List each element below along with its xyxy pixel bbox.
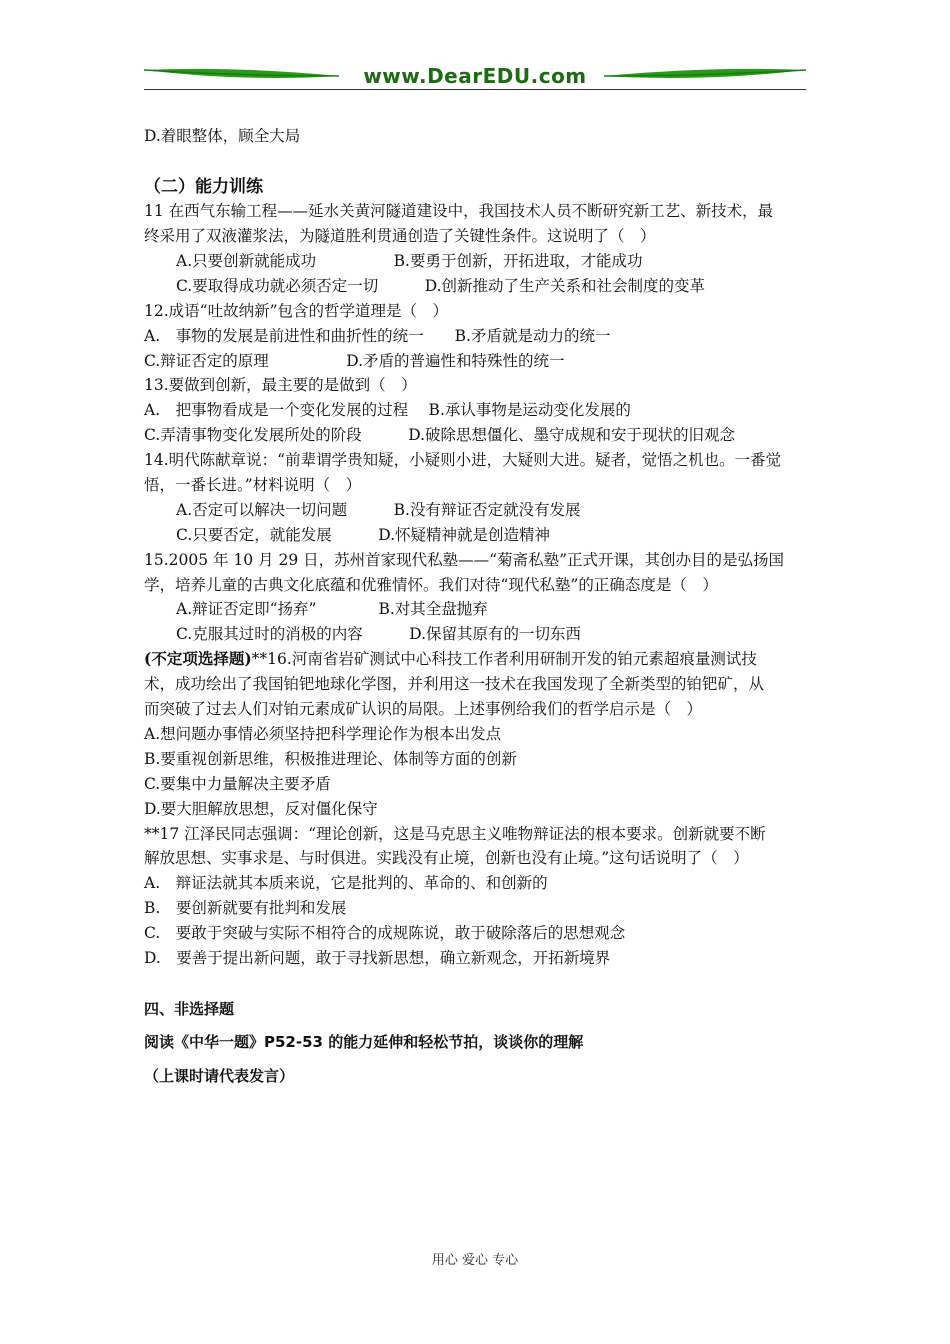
question-text: 解放思想、实事求是、与时俱进。实践没有止境，创新也没有止境。”这句话说明了（ ）: [144, 849, 749, 867]
header-rule: [144, 89, 806, 90]
site-header-banner: [144, 62, 806, 90]
question-text: 学，培养儿童的古典文化底蕴和优雅情怀。我们对待“现代私塾”的正确态度是（ ）: [144, 576, 718, 594]
option-line: C.要取得成功就必须否定一切 D.创新推动了生产关系和社会制度的变革: [176, 277, 706, 295]
question-text: 终采用了双液灌浆法，为隧道胜利贯通创造了关键性条件。这说明了（ ）: [144, 227, 656, 245]
question-text: 悟，一番长进。”材料说明（ ）: [144, 476, 362, 494]
question-text: **17 江泽民同志强调：“理论创新，这是马克思主义唯物辩证法的根本要求。创新就要不断: [144, 825, 766, 843]
question-text: (不定项选择题)**16.河南省岩矿测试中心科技工作者利用研制开发的铂元素超痕量测试技: [144, 649, 757, 668]
option-line: A.只要创新就能成功 B.要勇于创新，开拓进取，才能成功: [176, 252, 643, 270]
option-line: D.要大胆解放思想，反对僵化保守: [144, 800, 378, 818]
option-line: C. 要敢于突破与实际不相符合的成规陈说，敢于破除落后的思想观念: [144, 924, 626, 942]
option-line: B. 要创新就要有批判和发展: [144, 899, 347, 917]
page-footer: 用心 爱心 专心: [431, 1253, 519, 1268]
section-heading: （二）能力训练: [144, 177, 263, 197]
question-type-label: (不定项选择题): [144, 649, 252, 668]
option-line: A. 把事物看成是一个变化发展的过程 B.承认事物是运动变化发展的: [144, 401, 631, 419]
question-text: 11 在西气东输工程——延水关黄河隧道建设中，我国技术人员不断研究新工艺、新技术，最: [144, 202, 774, 220]
question-text: 12.成语“吐故纳新”包含的哲学道理是（ ）: [144, 302, 448, 320]
task-instruction: 阅读《中华一题》P52-53 的能力延伸和轻松节拍，谈谈你的理解: [144, 1033, 584, 1051]
question-text: 15.2005 年 10 月 29 日，苏州首家现代私塾——“菊斋私塾”正式开课，其创办目的是弘扬国: [144, 551, 785, 569]
option-line: D. 要善于提出新问题，敢于寻找新思想，确立新观念，开拓新境界: [144, 949, 611, 967]
question-text: 术，成功绘出了我国铂钯地球化学图，并利用这一技术在我国发现了全新类型的铂钯矿，从: [144, 675, 765, 693]
question-text: 14.明代陈献章说：“前辈谓学贵知疑，小疑则小进，大疑则大进。疑者，觉悟之机也。一番觉: [144, 451, 782, 469]
option-line: A.辩证否定即“扬弃” B.对其全盘抛弃: [176, 600, 488, 618]
option-line: C.要集中力量解决主要矛盾: [144, 775, 331, 793]
option-line: A.想问题办事情必须坚持把科学理论作为根本出发点: [144, 725, 502, 743]
option-line: C.弄清事物变化发展所处的阶段 D.破除思想僵化、墨守成规和安于现状的旧观念: [144, 426, 736, 444]
option-line: A.否定可以解决一切问题 B.没有辩证否定就没有发展: [176, 501, 581, 519]
question-text: 而突破了过去人们对铂元素成矿认识的局限。上述事例给我们的哲学启示是（ ）: [144, 700, 703, 718]
option-line: D.着眼整体，顾全大局: [144, 127, 301, 145]
site-url[interactable]: www.DearEDU.com: [363, 64, 587, 88]
option-line: C.只要否定，就能发展 D.怀疑精神就是创造精神: [176, 526, 551, 544]
option-line: A. 事物的发展是前进性和曲折性的统一 B.矛盾就是动力的统一: [144, 327, 611, 345]
option-line: B.要重视创新思维，积极推进理论、体制等方面的创新: [144, 750, 517, 768]
option-line: C.辩证否定的原理 D.矛盾的普遍性和特殊性的统一: [144, 352, 565, 370]
section-heading: 四、非选择题: [144, 1000, 235, 1018]
option-line: C.克服其过时的消极的内容 D.保留其原有的一切东西: [176, 625, 582, 643]
question-text: 13.要做到创新，最主要的是做到（ ）: [144, 376, 417, 394]
task-note: （上课时请代表发言）: [144, 1067, 295, 1085]
option-line: A. 辩证法就其本质来说，它是批判的、革命的、和创新的: [144, 874, 548, 892]
